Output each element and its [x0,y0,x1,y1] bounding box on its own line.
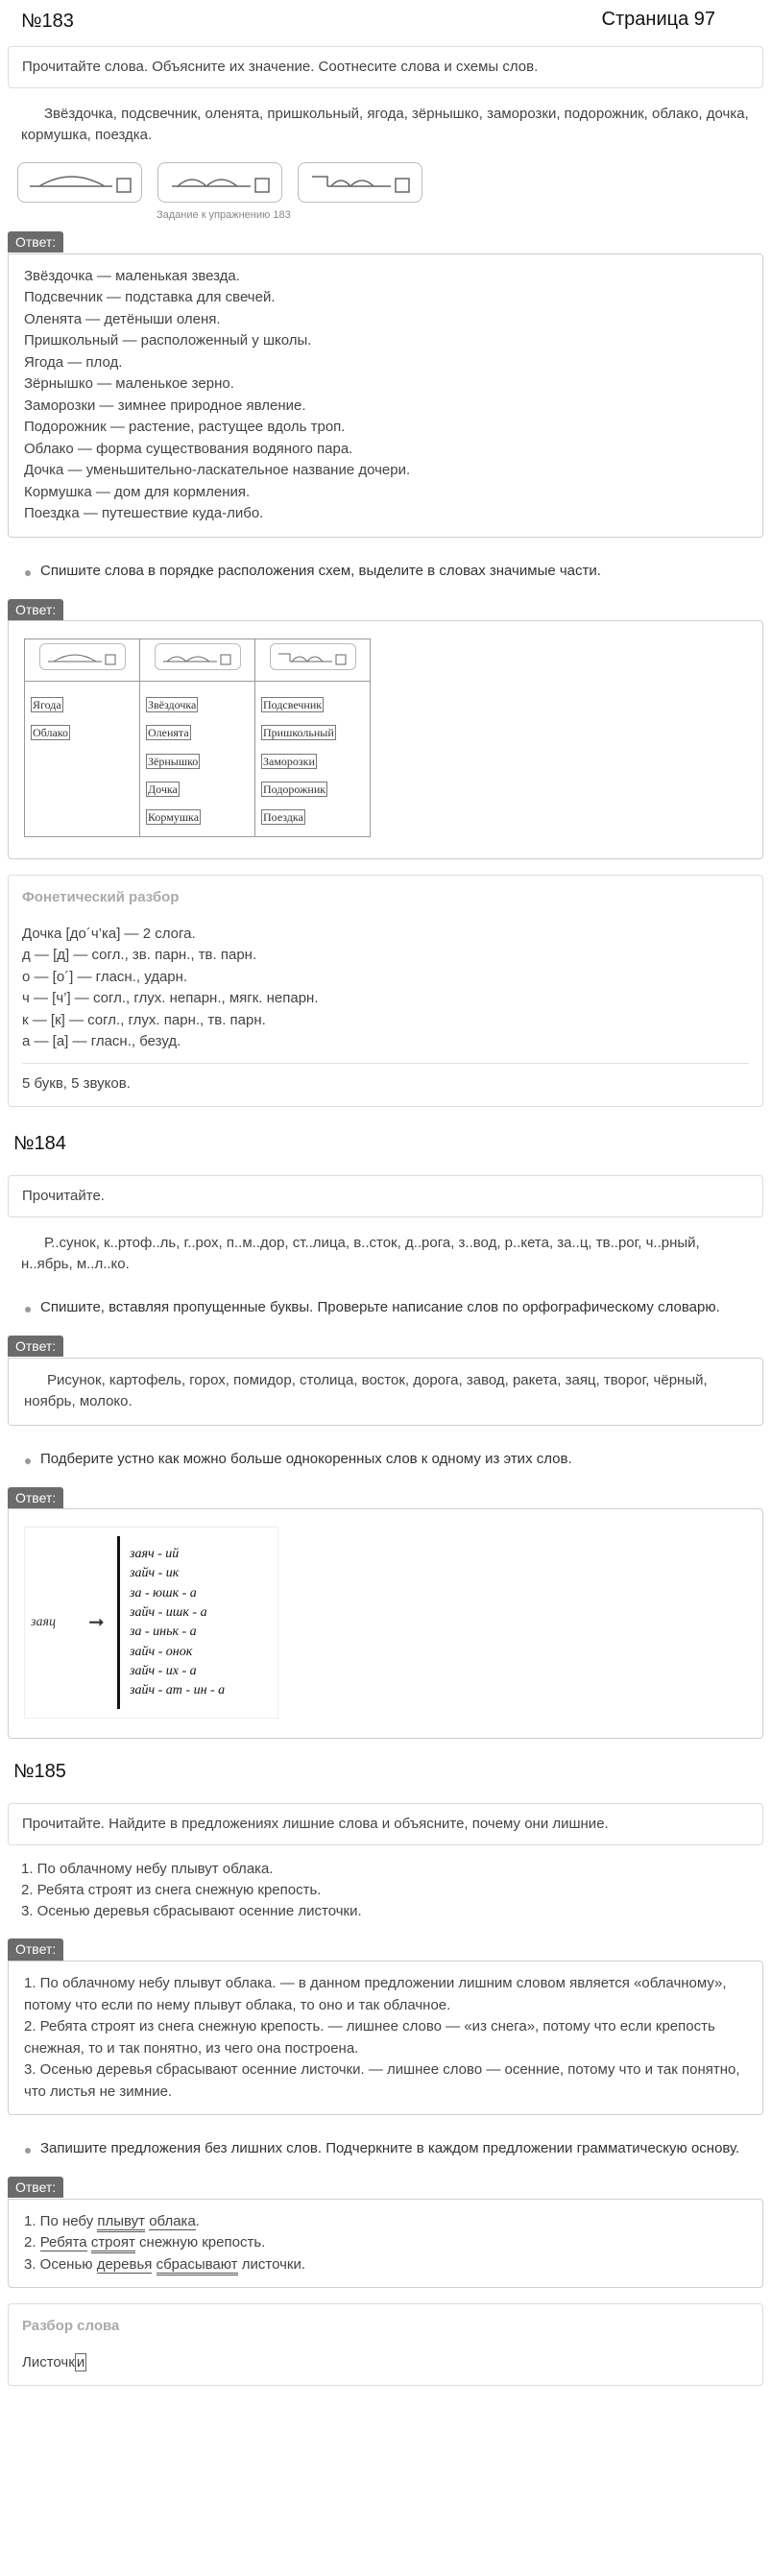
table-word: Зёрнышко [148,754,199,768]
derivation-diagram [24,1527,278,1719]
exercise-183-title: №183 [21,11,74,32]
exercise-185-title: №185 [13,1761,66,1783]
answer-line: Облако — форма существования водяного пара. [24,440,353,457]
ex184-task3: Подберите устно как можно больше однокоренных слов к одному из этих слов. [8,1435,763,1480]
answer-line: 1. По облачному небу плывут облака. — в данном предложении лишним словом является «облачному», потому что если по нему плывут облака, то оно и так облачное. [24,1975,727,2013]
answer-label: Ответ: [8,1487,63,1508]
answer-line: Поездка — путешествие куда-либо. [24,505,264,522]
subject: Ребята [39,2234,87,2251]
ex183-task [8,46,763,88]
arrow-right-icon: ➞ [88,1611,105,1633]
page-label: Страница 97 [601,9,715,30]
phonetic-line: Дочка [до´ч’ка] — 2 слога. [22,925,196,942]
answer-sentence-1: 1. По небу плывут облака. [24,2211,747,2233]
answer-label: Ответ: [8,231,63,253]
derived-word: зайч - их - а [130,1663,197,1678]
ex185-task [8,1803,763,1845]
ex185-task-text: Прочитайте. Найдите в предложениях лишние слова и объясните, почему они лишние. [22,1816,609,1833]
subject: деревья [96,2255,153,2273]
ex184-answer [8,1358,763,1426]
derived-word: заяч - ий [130,1547,180,1562]
predicate: плывут [97,2213,145,2232]
answer-line: Звёздочка — маленькая звезда. [24,267,240,284]
answer-line: 2. Ребята строят из снега снежную крепость. — лишнее слово — «из снега», потому что если крепость снежная, то и так понятно, из чего она построена. [24,2018,715,2057]
derived-word: зайч - ишк - а [130,1604,207,1620]
ex184-words-text: Р..сунок, к..ртоф..ль, г..рох, п..м..дор, ст..лица, в..сток, д..рога, з..вод, р..кета, за..ц, тв..рог, ч..рный, н..ябрь, м..л..ко. [21,1234,700,1272]
derived-word: за - юшк - а [130,1585,197,1601]
derived-word: зайч - ат - ин - а [130,1683,226,1698]
answer-line: Зёрнышко — маленькое зерно. [24,375,234,393]
scheme-2 [157,162,282,203]
answer-sentence-2: 2. Ребята строят снежную крепость. [24,2232,747,2254]
table-head-scheme-3 [255,639,371,681]
table-word: Заморозки [263,754,315,768]
table-word: Ягода [33,697,61,711]
table-word: Звёздочка [148,697,197,711]
ex184-task [8,1175,763,1217]
table-word: Оленята [148,726,189,740]
answer-line: Подсвечник — подставка для свечей. [24,289,276,306]
ex185-answer2 [8,2199,763,2289]
table-word: Пришкольный [263,726,334,740]
phonetic-summary: 5 букв, 5 звуков. [22,1074,131,1092]
ex183-task-text: Прочитайте слова. Объясните их значение. Соотнесите слова и схемы слов. [22,59,539,75]
exercise-184-title: №184 [13,1133,66,1155]
derived-word: за - иньк - а [130,1625,197,1640]
answer-line: Заморозки — зимнее природное явление. [24,397,306,414]
phonetic-line: д — [д] — согл., зв. парн., тв. парн. [22,947,257,964]
ex183-task2: Спишите слова в порядке расположения схем, выделите в словах значимые части. [8,547,763,591]
answer-line: Ягода — плод. [24,353,123,371]
phonetic-analysis [8,875,763,1107]
root-word: заяц [31,1615,56,1630]
sentence: 3. Осенью деревья сбрасывают осенние листочки. [21,1902,362,1919]
answer-label: Ответ: [8,2177,63,2198]
words-table [24,638,371,836]
table-col-1 [25,681,140,836]
answer-label: Ответ: [8,1938,63,1960]
derived-word: зайч - онок [130,1644,193,1659]
word-parse [8,2303,763,2386]
parse-word: Листочк и [22,2353,85,2371]
predicate: строят [91,2234,135,2253]
phonetic-line: о — [о´] — гласн., ударн. [22,968,188,985]
answer-line: Пришкольный — расположенный у школы. [24,332,312,349]
table-word: Поездка [263,810,303,825]
answer-line: Оленята — детёныши оленя. [24,310,221,327]
ex183-caption: Задание к упражнению 183 [157,209,291,222]
ex184-answer-derivation [8,1508,763,1739]
table-col-3 [255,681,371,836]
answer-label: Ответ: [8,599,63,620]
ending-box: и [76,2353,85,2371]
answer-line: Дочка — уменьшительно-ласкательное название дочери. [24,462,411,479]
phonetic-line: ч — [ч’] — согл., глух. непарн., мягк. непарн. [22,990,319,1007]
parse-title: Разбор слова [22,2318,120,2335]
derived-words-list [130,1545,225,1700]
ex185-sentences [8,1845,763,1931]
ex185-task2: Запишите предложения без лишних слов. Подчеркните в каждом предложении грамматическую основу. [8,2125,763,2169]
ex184-task-text: Прочитайте. [22,1188,105,1205]
phonetic-title: Фонетический разбор [22,888,180,905]
ex185-answer [8,1961,763,2115]
subject: облака [149,2212,196,2229]
answer-line: Кормушка — дом для кормления. [24,483,251,500]
divider-bar [117,1536,120,1709]
derived-word: зайч - ик [130,1566,180,1581]
scheme-3 [298,162,422,203]
ex183-schemes [8,155,763,203]
table-head-scheme-2 [140,639,255,681]
scheme-1 [17,162,142,203]
ex183-words-text: Звёздочка, подсвечник, оленята, пришкольный, ягода, зёрнышко, заморозки, подорожник, облако, дочка, кормушка, поездка. [21,105,749,143]
ex184-words [8,1217,763,1285]
top-bar [8,0,763,38]
ex184-task2: Спишите, вставляя пропущенные буквы. Проверьте написание слов по орфографическому словарю. [8,1284,763,1328]
ex183-answer-table [8,620,763,858]
answer-line: Подорожник — растение, растущее вдоль троп. [24,419,346,436]
table-word: Кормушка [148,810,200,825]
table-col-2 [140,681,255,836]
table-word: Дочка [148,782,178,796]
answer-line: 3. Осенью деревья сбрасывают осенние листочки. — лишнее слово — осенние, потому что и так понятно, что листья не зимние. [24,2061,740,2100]
table-word: Подорожник [263,782,326,796]
table-word: Подсвечник [263,697,323,711]
answer-label: Ответ: [8,1336,63,1357]
predicate: сбрасывают [157,2256,238,2275]
phonetic-line: а — [а] — гласн., безуд. [22,1033,181,1050]
answer-sentence-3: 3. Осенью деревья сбрасывают листочки. [24,2254,747,2276]
table-head-scheme-1 [25,639,140,681]
ex183-words [8,88,763,156]
sentence: 2. Ребята строят из снега снежную крепость. [21,1881,322,1898]
table-word: Облако [33,726,69,740]
ex183-answer [8,253,763,538]
ex184-answer-text: Рисунок, картофель, горох, помидор, столица, восток, дорога, завод, ракета, заяц, творог, чёрный, ноябрь, молоко. [24,1371,708,1410]
sentence: 1. По облачному небу плывут облака. [21,1861,274,1878]
phonetic-line: к — [к] — согл., глух. парн., тв. парн. [22,1011,266,1028]
